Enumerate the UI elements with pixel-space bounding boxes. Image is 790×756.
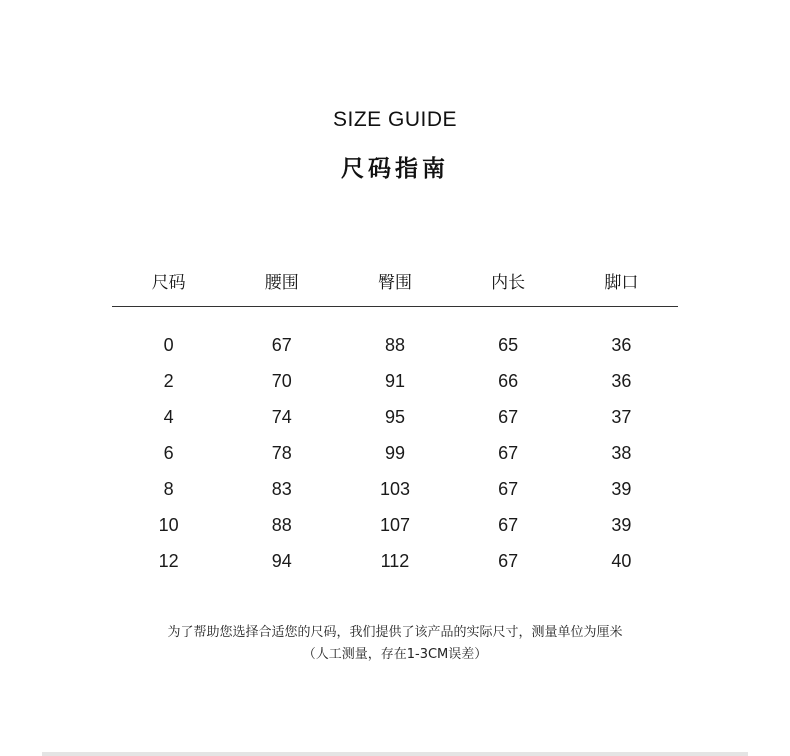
cell-waist: 74: [271, 406, 292, 427]
measurement-note-line-2: （人工测量，存在1-3CM误差）: [302, 647, 488, 662]
cell-leg-opening: 38: [611, 442, 632, 463]
table-row: [112, 435, 678, 471]
cell-hip: 103: [379, 478, 410, 499]
cell-hip: 99: [384, 442, 405, 463]
table-row: [112, 507, 678, 543]
cell-inseam: 67: [498, 406, 519, 427]
cell-waist: 78: [271, 442, 292, 463]
cell-hip: 88: [384, 334, 405, 355]
cell-waist: 83: [271, 478, 292, 499]
cell-inseam: 67: [498, 514, 519, 535]
size-guide-title-cn: 尺码指南: [341, 156, 449, 182]
cell-inseam: 66: [498, 370, 519, 391]
cell-leg-opening: 40: [611, 550, 632, 571]
cell-hip: 91: [384, 370, 405, 391]
header-waist: 腰围: [225, 262, 338, 307]
cell-waist: 94: [271, 550, 292, 571]
cell-size: 0: [163, 334, 174, 355]
cell-hip: 95: [384, 406, 405, 427]
cell-size: 2: [163, 370, 174, 391]
table-header-row: [112, 262, 678, 307]
size-guide-title-en: SIZE GUIDE: [332, 108, 458, 131]
cell-inseam: 67: [498, 478, 519, 499]
bottom-divider: [42, 752, 748, 756]
size-table: [112, 262, 678, 579]
cell-waist: 70: [271, 370, 292, 391]
cell-leg-opening: 37: [611, 406, 632, 427]
cell-size: 4: [163, 406, 174, 427]
cell-waist: 88: [271, 514, 292, 535]
cell-hip: 112: [380, 550, 410, 571]
cell-inseam: 67: [498, 550, 519, 571]
cell-leg-opening: 36: [611, 334, 632, 355]
cell-inseam: 67: [498, 442, 519, 463]
header-hip: 臀围: [338, 262, 451, 307]
header-leg-opening: 脚口: [565, 262, 678, 307]
measurement-note-line-1: 为了帮助您选择合适您的尺码，我们提供了该产品的实际尺寸，测量单位为厘米: [167, 625, 623, 640]
cell-inseam: 65: [498, 334, 519, 355]
table-row: [112, 307, 678, 364]
table-row: [112, 471, 678, 507]
table-row: [112, 363, 678, 399]
table-row: [112, 543, 678, 579]
measurement-note: [0, 622, 790, 666]
cell-leg-opening: 36: [611, 370, 632, 391]
cell-size: 6: [163, 442, 174, 463]
cell-hip: 107: [379, 514, 410, 535]
cell-size: 8: [163, 478, 174, 499]
cell-leg-opening: 39: [611, 478, 632, 499]
cell-size: 12: [158, 550, 179, 571]
header-size: 尺码: [112, 262, 225, 307]
cell-size: 10: [158, 514, 179, 535]
cell-leg-opening: 39: [611, 514, 632, 535]
header-inseam: 内长: [452, 262, 565, 307]
table-row: [112, 399, 678, 435]
cell-waist: 67: [271, 334, 292, 355]
